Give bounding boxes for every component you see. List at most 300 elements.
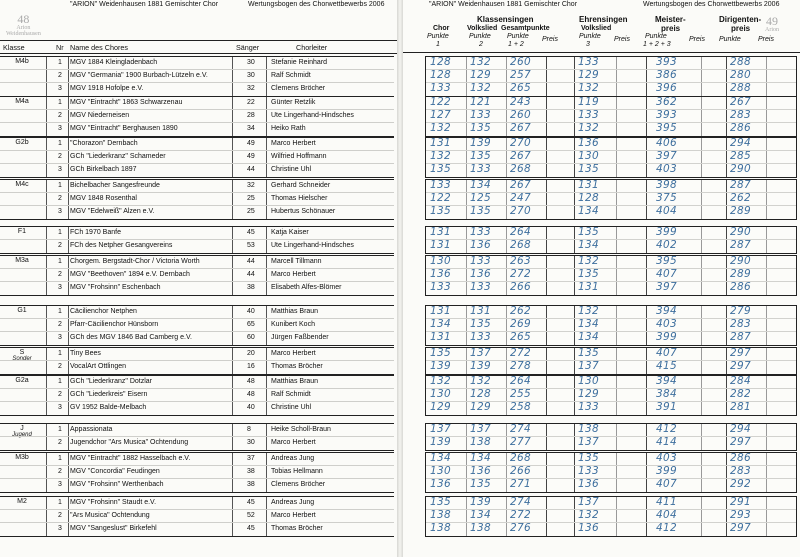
conductor-name: Ralf Schmidt (271, 72, 311, 79)
dirigent-points: 291 (730, 496, 751, 508)
chor-points: 136 (430, 268, 451, 280)
choir-name: MGV "Edelweiß" Alzen e.V. (70, 208, 155, 215)
row-number: 3 (58, 525, 62, 532)
ehren-points: 137 (578, 436, 599, 448)
chor-points: 133 (430, 281, 451, 293)
hdr-dirigenten2: preis (731, 24, 751, 33)
meister-points: 399 (656, 226, 677, 238)
singer-count: 20 (247, 350, 255, 357)
chor-points: 134 (430, 452, 451, 464)
total-points: 270 (510, 137, 531, 149)
conductor-name: Stefanie Reinhard (271, 59, 328, 66)
score-group (425, 255, 797, 296)
total-points: 268 (510, 163, 531, 175)
singer-count: 30 (247, 59, 255, 66)
page-header (403, 0, 800, 14)
chor-points: 122 (430, 192, 451, 204)
score-group (425, 375, 797, 416)
score-row (426, 164, 796, 176)
row-number: 2 (58, 468, 62, 475)
chor-points: 129 (430, 401, 451, 413)
meister-points: 412 (656, 423, 677, 435)
col-leiter: Chorleiter (296, 43, 328, 52)
meister-points: 397 (656, 150, 677, 162)
dirigent-points: 290 (730, 163, 751, 175)
row-number: 3 (58, 166, 62, 173)
choir-name: MGV "Sangeslust" Birkefehl (70, 525, 157, 532)
chor-points: 131 (430, 305, 451, 317)
class-code: M3a (15, 257, 29, 264)
class-group-g2a (0, 375, 394, 416)
score-row (426, 402, 796, 414)
page-number-value: 49 (766, 14, 778, 28)
row-number: 1 (58, 455, 62, 462)
total-points: 264 (510, 226, 531, 238)
dirigent-points: 285 (730, 150, 751, 162)
dirigent-points: 284 (730, 375, 751, 387)
hdr-meister: Meister- (655, 15, 686, 24)
singer-count: 38 (247, 284, 255, 291)
total-points: 272 (510, 509, 531, 521)
ehren-points: 135 (578, 452, 599, 464)
singer-count: 25 (247, 208, 255, 215)
dirigent-points: 267 (730, 96, 751, 108)
choir-name: Pfarr-Cäcilienchor Hünsborn (70, 321, 159, 328)
row-number: 2 (58, 391, 62, 398)
column-header-row (0, 40, 397, 54)
dirigent-points: 294 (730, 137, 751, 149)
choir-row (0, 282, 394, 294)
choir-row (0, 424, 394, 437)
page-header (0, 0, 397, 14)
row-number: 2 (58, 512, 62, 519)
choir-name: "Ars Musica" Ochtendung (70, 512, 150, 519)
singer-count: 49 (247, 153, 255, 160)
chor-points: 132 (430, 122, 451, 134)
org-title: "ARION" Weidenhausen 1881 Gemischter Chor (429, 1, 578, 8)
singer-count: 32 (247, 85, 255, 92)
choir-row (0, 306, 394, 319)
total-points: 278 (510, 360, 531, 372)
score-row (426, 123, 796, 135)
class-group-g1 (0, 305, 394, 346)
conductor-name: Clemens Bröcher (271, 481, 326, 488)
chor-points: 131 (430, 226, 451, 238)
singer-count: 25 (247, 195, 255, 202)
ehren-points: 137 (578, 360, 599, 372)
choir-name: MGV Niederneisen (70, 112, 130, 119)
total-points: 271 (510, 478, 531, 490)
hdr-klassensingen: Klassensingen (477, 15, 534, 24)
choir-name: MGV 1918 Hofolpe e.V. (70, 85, 144, 92)
page-number (6, 14, 41, 37)
choir-row (0, 402, 394, 414)
conductor-name: Matthias Braun (271, 308, 319, 315)
chor-points: 133 (430, 179, 451, 191)
conductor-name: Tobias Hellmann (271, 468, 323, 475)
hdr-idx2: 2 (479, 41, 483, 48)
brand-logo-text: Arion (765, 27, 779, 33)
dirigent-points: 282 (730, 388, 751, 400)
hdr-preis2: Preis (614, 36, 630, 43)
score-row (426, 361, 796, 373)
conductor-name: Thomas Bröcher (271, 363, 323, 370)
choir-row (0, 227, 394, 240)
choir-name: FCh des Netpher Gesangvereins (70, 242, 173, 249)
singer-count: 40 (247, 308, 255, 315)
singer-count: 48 (247, 391, 255, 398)
score-group (425, 179, 797, 220)
meister-points: 398 (656, 179, 677, 191)
volkslied-points: 133 (470, 331, 491, 343)
score-group (425, 56, 797, 97)
choir-name: Cäcilienchor Netphen (70, 308, 137, 315)
dirigent-points: 292 (730, 478, 751, 490)
col-nr: Nr (56, 43, 64, 52)
volkslied-points: 137 (470, 423, 491, 435)
meister-points: 395 (656, 122, 677, 134)
chor-points: 136 (430, 478, 451, 490)
conductor-name: Heiko Rath (271, 125, 306, 132)
ehren-points: 136 (578, 137, 599, 149)
singer-count: 28 (247, 112, 255, 119)
col-klasse: Klasse (3, 43, 25, 52)
meister-points: 407 (656, 478, 677, 490)
row-number: 2 (58, 242, 62, 249)
ehren-points: 135 (578, 226, 599, 238)
dirigent-points: 283 (730, 318, 751, 330)
total-points: 243 (510, 96, 531, 108)
meister-points: 412 (656, 522, 677, 534)
dirigent-points: 287 (730, 239, 751, 251)
class-group-g2b (0, 137, 394, 178)
meister-points: 407 (656, 347, 677, 359)
total-points: 274 (510, 423, 531, 435)
brand-logo-subtext: Weidenhausen (6, 31, 41, 37)
choir-name: GCh des MGV 1846 Bad Camberg e.V. (70, 334, 192, 341)
meister-points: 362 (656, 96, 677, 108)
meister-points: 397 (656, 281, 677, 293)
hdr-idx12: 1 + 2 (508, 41, 524, 48)
class-code: G2a (15, 377, 29, 384)
row-number: 2 (58, 112, 62, 119)
singer-count: 40 (247, 404, 255, 411)
hdr-meister2: preis (661, 24, 681, 33)
volkslied-points: 131 (470, 305, 491, 317)
ehren-points: 133 (578, 56, 599, 68)
choir-row (0, 83, 394, 95)
singer-count: 30 (247, 72, 255, 79)
class-code: J (20, 425, 24, 432)
conductor-name: Marco Herbert (271, 350, 316, 357)
singer-count: 65 (247, 321, 255, 328)
ehren-points: 132 (578, 122, 599, 134)
choir-row (0, 70, 394, 83)
chor-points: 133 (430, 82, 451, 94)
meister-points: 393 (656, 56, 677, 68)
conductor-name: Ute Lingerhand-Hindsches (271, 112, 354, 119)
score-row (426, 523, 796, 535)
conductor-name: Heike Scholl-Braun (271, 426, 331, 433)
conductor-name: Jürgen Faßbender (271, 334, 329, 341)
score-row (426, 206, 796, 218)
ehren-points: 137 (578, 496, 599, 508)
hdr-gesamt: Gesamtpunkte (501, 25, 550, 32)
conductor-name: Marcell Tillmann (271, 258, 322, 265)
dirigent-points: 297 (730, 522, 751, 534)
hdr-punkte1: Punkte (427, 33, 449, 40)
hdr-volkslied3: Volkslied (581, 25, 612, 32)
ehren-points: 132 (578, 255, 599, 267)
ehren-points: 129 (578, 388, 599, 400)
col-name: Name des Chores (70, 43, 128, 52)
hdr-idx1: 1 (436, 41, 440, 48)
meister-points: 384 (656, 388, 677, 400)
meister-points: 402 (656, 239, 677, 251)
conductor-name: Ute Lingerhand-Hindsches (271, 242, 354, 249)
choir-name: Bichelbacher Sangesfreunde (70, 182, 160, 189)
ehren-points: 130 (578, 375, 599, 387)
volkslied-points: 134 (470, 509, 491, 521)
score-row (426, 437, 796, 449)
singer-count: 30 (247, 439, 255, 446)
dirigent-points: 288 (730, 56, 751, 68)
singer-count: 34 (247, 125, 255, 132)
total-points: 268 (510, 452, 531, 464)
meister-points: 404 (656, 205, 677, 217)
page-number-value: 48 (17, 12, 30, 26)
choir-row (0, 110, 394, 123)
ehren-points: 132 (578, 509, 599, 521)
class-code: S (19, 349, 25, 356)
conductor-name: Gerhard Schneider (271, 182, 331, 189)
total-points: 276 (510, 522, 531, 534)
singer-count: 49 (247, 140, 255, 147)
singer-count: 48 (247, 378, 255, 385)
dirigent-points: 283 (730, 465, 751, 477)
hdr-punkte2: Punkte (469, 33, 491, 40)
volkslied-points: 132 (470, 56, 491, 68)
hdr-chor: Chor (433, 25, 450, 32)
singer-count: 52 (247, 512, 255, 519)
choir-row (0, 138, 394, 151)
meister-points: 406 (656, 137, 677, 149)
conductor-name: Clemens Bröcher (271, 85, 326, 92)
class-code: M4b (15, 58, 29, 65)
volkslied-points: 136 (470, 465, 491, 477)
volkslied-points: 133 (470, 163, 491, 175)
doc-title: Wertungsbogen des Chorwettbewerbs 2006 (643, 1, 780, 8)
volkslied-points: 135 (470, 150, 491, 162)
row-number: 1 (58, 140, 62, 147)
meister-points: 415 (656, 360, 677, 372)
choir-row (0, 523, 394, 535)
meister-points: 394 (656, 375, 677, 387)
choir-name: MGV 1884 Kleingladenbach (70, 59, 158, 66)
hdr-ehrensingen: Ehrensingen (579, 15, 628, 24)
hdr-preis1: Preis (542, 36, 558, 43)
row-number: 2 (58, 153, 62, 160)
volkslied-points: 135 (470, 318, 491, 330)
choir-name: MGV "Concordia" Feudingen (70, 468, 160, 475)
conductor-name: Marco Herbert (271, 140, 316, 147)
score-row (426, 479, 796, 491)
choir-name: GCh "Liederkranz" Dotzlar (70, 378, 153, 385)
singer-count: 38 (247, 481, 255, 488)
choir-name: MGV 1848 Rosenthal (70, 195, 137, 202)
chor-points: 130 (430, 255, 451, 267)
meister-points: 403 (656, 163, 677, 175)
ehren-points: 138 (578, 423, 599, 435)
choir-name: MGV "Frohsinn" Eschenbach (70, 284, 161, 291)
dirigent-points: 290 (730, 255, 751, 267)
dirigent-points: 286 (730, 122, 751, 134)
ehren-points: 133 (578, 465, 599, 477)
ehren-points: 134 (578, 331, 599, 343)
row-number: 1 (58, 308, 62, 315)
dirigent-points: 297 (730, 347, 751, 359)
singer-count: 44 (247, 271, 255, 278)
meister-points: 399 (656, 331, 677, 343)
conductor-name: Kunibert Koch (271, 321, 315, 328)
choir-row (0, 348, 394, 361)
choir-name: GCh Birkelbach 1897 (70, 166, 137, 173)
total-points: 266 (510, 465, 531, 477)
dirigent-points: 293 (730, 509, 751, 521)
chor-points: 127 (430, 109, 451, 121)
dirigent-points: 294 (730, 423, 751, 435)
choir-row (0, 206, 394, 218)
total-points: 260 (510, 109, 531, 121)
dirigent-points: 289 (730, 268, 751, 280)
dirigent-points: 280 (730, 69, 751, 81)
singer-count: 38 (247, 468, 255, 475)
row-number: 1 (58, 499, 62, 506)
dirigent-points: 283 (730, 109, 751, 121)
total-points: 269 (510, 318, 531, 330)
ehren-points: 131 (578, 281, 599, 293)
conductor-name: Marco Herbert (271, 512, 316, 519)
choir-row (0, 319, 394, 332)
class-code: M3b (15, 454, 29, 461)
volkslied-points: 139 (470, 360, 491, 372)
row-number: 1 (58, 229, 62, 236)
score-group (425, 423, 797, 451)
choir-name: MGV "Eintracht" Berghausen 1890 (70, 125, 178, 132)
chor-points: 122 (430, 96, 451, 108)
ehren-points: 133 (578, 401, 599, 413)
volkslied-points: 121 (470, 96, 491, 108)
meister-points: 399 (656, 465, 677, 477)
chor-points: 131 (430, 137, 451, 149)
ehren-points: 135 (578, 163, 599, 175)
hdr-punkte3: Punkte (579, 33, 601, 40)
row-number: 1 (58, 378, 62, 385)
volkslied-points: 135 (470, 478, 491, 490)
ehren-points: 136 (578, 478, 599, 490)
volkslied-points: 134 (470, 452, 491, 464)
dirigent-points: 289 (730, 205, 751, 217)
right-page (403, 0, 800, 557)
volkslied-points: 133 (470, 226, 491, 238)
class-subtitle: Jugend (12, 432, 32, 438)
volkslied-points: 136 (470, 268, 491, 280)
choir-row (0, 123, 394, 135)
total-points: 267 (510, 122, 531, 134)
chor-points: 135 (430, 163, 451, 175)
score-group (425, 347, 797, 375)
choir-name: GCh "Liederkreis" Eisern (70, 391, 148, 398)
dirigent-points: 286 (730, 281, 751, 293)
singer-count: 37 (247, 455, 255, 462)
conductor-name: Katja Kaiser (271, 229, 309, 236)
ehren-points: 134 (578, 205, 599, 217)
choir-row (0, 97, 394, 110)
total-points: 255 (510, 388, 531, 400)
hdr-punkte123: Punkte (645, 33, 667, 40)
dirigent-points: 297 (730, 436, 751, 448)
chor-points: 132 (430, 375, 451, 387)
class-code: G1 (17, 307, 27, 314)
meister-points: 396 (656, 82, 677, 94)
total-points: 277 (510, 436, 531, 448)
total-points: 272 (510, 268, 531, 280)
choir-row (0, 240, 394, 252)
choir-row (0, 361, 394, 373)
total-points: 265 (510, 82, 531, 94)
choir-name: Appassionata (70, 426, 113, 433)
chor-points: 139 (430, 360, 451, 372)
singer-count: 22 (247, 99, 255, 106)
score-column-header (403, 14, 800, 53)
volkslied-points: 132 (470, 375, 491, 387)
class-group-f1 (0, 226, 394, 254)
total-points: 258 (510, 401, 531, 413)
hdr-idx3: 3 (586, 41, 590, 48)
total-points: 272 (510, 347, 531, 359)
conductor-name: Wilfried Hoffmann (271, 153, 327, 160)
score-row (426, 332, 796, 344)
meister-points: 414 (656, 436, 677, 448)
singer-count: 60 (247, 334, 255, 341)
meister-points: 375 (656, 192, 677, 204)
chor-points: 135 (430, 496, 451, 508)
singer-count: 53 (247, 242, 255, 249)
choir-row (0, 466, 394, 479)
choir-name: GCh "Liederkranz" Schameder (70, 153, 166, 160)
singer-count: 8 (247, 426, 251, 433)
choir-name: MGV "Eintracht" 1863 Schwarzenau (70, 99, 183, 106)
conductor-name: Thomas Hielscher (271, 195, 328, 202)
doc-title: Wertungsbogen des Chorwettbewerbs 2006 (248, 1, 385, 8)
score-group (425, 496, 797, 537)
meister-points: 394 (656, 305, 677, 317)
singer-count: 16 (247, 363, 255, 370)
hdr-dirigenten: Dirigenten- (719, 15, 762, 24)
singer-count: 44 (247, 166, 255, 173)
ehren-points: 135 (578, 347, 599, 359)
volkslied-points: 132 (470, 82, 491, 94)
total-points: 274 (510, 496, 531, 508)
choir-row (0, 193, 394, 206)
choir-row (0, 180, 394, 193)
choir-name: FCh 1970 Banfe (70, 229, 121, 236)
row-number: 2 (58, 271, 62, 278)
chor-points: 130 (430, 465, 451, 477)
volkslied-points: 136 (470, 239, 491, 251)
ehren-points: 132 (578, 82, 599, 94)
volkslied-points: 129 (470, 69, 491, 81)
